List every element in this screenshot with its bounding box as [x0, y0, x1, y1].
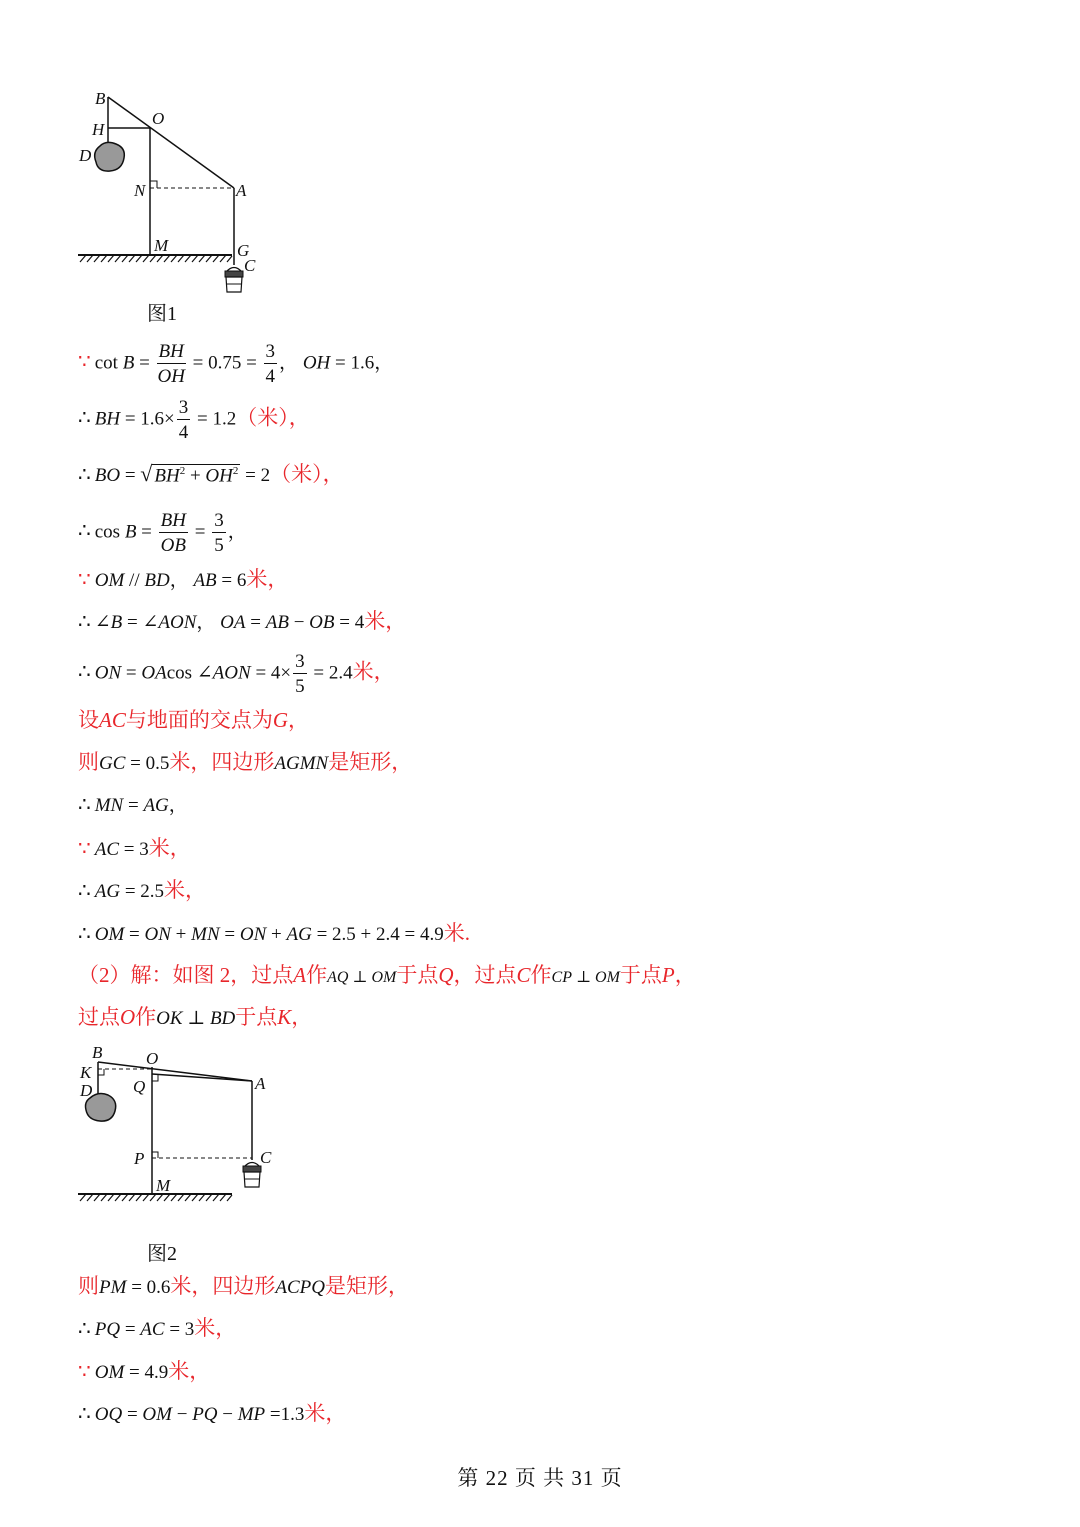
figure-1-caption: 图1 — [147, 303, 177, 325]
line-7: ∴ ON = OAcos ∠AON = 4× $\frac{3}{5}$ = 2.4米， — [78, 651, 395, 697]
label-q: Q — [133, 1077, 146, 1096]
label-a: A — [236, 181, 247, 200]
ground-hatch — [80, 255, 232, 262]
label-k: K — [80, 1063, 92, 1082]
label-d: D — [79, 146, 92, 165]
fraction: $\frac{3}{5}$ — [295, 651, 305, 697]
label-n: N — [134, 181, 146, 200]
line-18: ∵ OM = 4.9米， — [78, 1359, 211, 1383]
line-2: ∴ BH = 1.6× $\frac{3}{4}$ = 1.2（米）， — [78, 397, 310, 443]
line-8: 设AC与地面的交点为G， — [78, 708, 310, 732]
sqrt-sign: √ — [140, 461, 153, 486]
lever-ba — [98, 1062, 252, 1081]
line-4: ∴ cos B = $\frac{BH}{OB}$ = $\frac{3}{5}$ ， — [78, 510, 247, 556]
label-o: O — [152, 109, 165, 128]
label-h: H — [92, 120, 105, 139]
line-14: （2）解：如图 2，过点A作AQ ⊥ OM于点Q，过点C作CP ⊥ OM于点P， — [78, 963, 696, 987]
line-16: 则PM = 0.6米，四边形ACPQ是矩形， — [78, 1274, 410, 1298]
lever-ba — [108, 97, 234, 188]
bucket-c — [225, 268, 243, 293]
label-b: B — [92, 1043, 103, 1062]
label-d: D — [80, 1081, 93, 1100]
line-17: ∴ PQ = AC = 3米， — [78, 1316, 237, 1340]
label-c: C — [260, 1148, 272, 1167]
line-3: ∴ BO = √ $BH^2 + OH^2 = 2$（米）， — [78, 461, 344, 486]
radicand: $BH^2 + OH^2$ — [154, 464, 239, 486]
label-b: B — [95, 89, 106, 108]
ground-hatch — [80, 1194, 232, 1201]
line-9: 则GC = 0.5米，四边形AGMN是矩形， — [78, 750, 413, 774]
bucket-c — [243, 1163, 261, 1188]
right-angle-q — [152, 1075, 158, 1081]
line-19: ∴ OQ = OM − PQ − MP =1.3米， — [78, 1401, 347, 1425]
line-11: ∵ AC = 3米， — [78, 836, 191, 860]
fraction: $\frac{3}{4}$ — [265, 341, 276, 387]
label-m: M — [154, 236, 169, 255]
right-angle-p — [152, 1152, 158, 1158]
stone-d — [95, 142, 125, 171]
label-c: C — [244, 256, 256, 275]
line-6: ∴ ∠B = ∠AON， OA = AB − OB = 4米， — [78, 609, 407, 633]
label-a: A — [255, 1074, 266, 1093]
fraction: $\frac{BH}{OB}$ — [160, 510, 186, 556]
line-10: ∴ MN = AG， — [78, 794, 188, 816]
page-footer: 第 22 页 共 31 页 — [457, 1466, 623, 1490]
line-5: ∵ OM // BD， AB = 6米， — [78, 567, 289, 591]
label-o: O — [146, 1049, 159, 1068]
label-m: M — [156, 1176, 171, 1195]
fraction: $\frac{3}{5}$ — [214, 510, 224, 556]
right-angle-k — [98, 1069, 104, 1075]
right-angle-n — [150, 181, 157, 188]
figure-1 — [70, 80, 270, 300]
line-12: ∴ AG = 2.5米， — [78, 878, 207, 902]
line-15: 过点O作OK ⊥ BD于点K， — [78, 1005, 313, 1029]
line-13: ∴ OM = ON + MN = ON + AG = 2.5 + 2.4 = 4.9米. — [78, 921, 470, 945]
figure-2 — [70, 1040, 290, 1215]
label-p: P — [134, 1149, 145, 1168]
figure-2-caption: 图2 — [147, 1243, 177, 1265]
fraction: $\frac{BH}{OH}$ — [157, 341, 185, 387]
line-1: ∵ cot B = $\frac{BH}{OH}$ = 0.75 = $\frac{3}{4}$ ， OH = 1.6， — [78, 341, 394, 387]
label-g: G — [237, 241, 250, 260]
fraction: $\frac{3}{4}$ — [178, 397, 189, 443]
